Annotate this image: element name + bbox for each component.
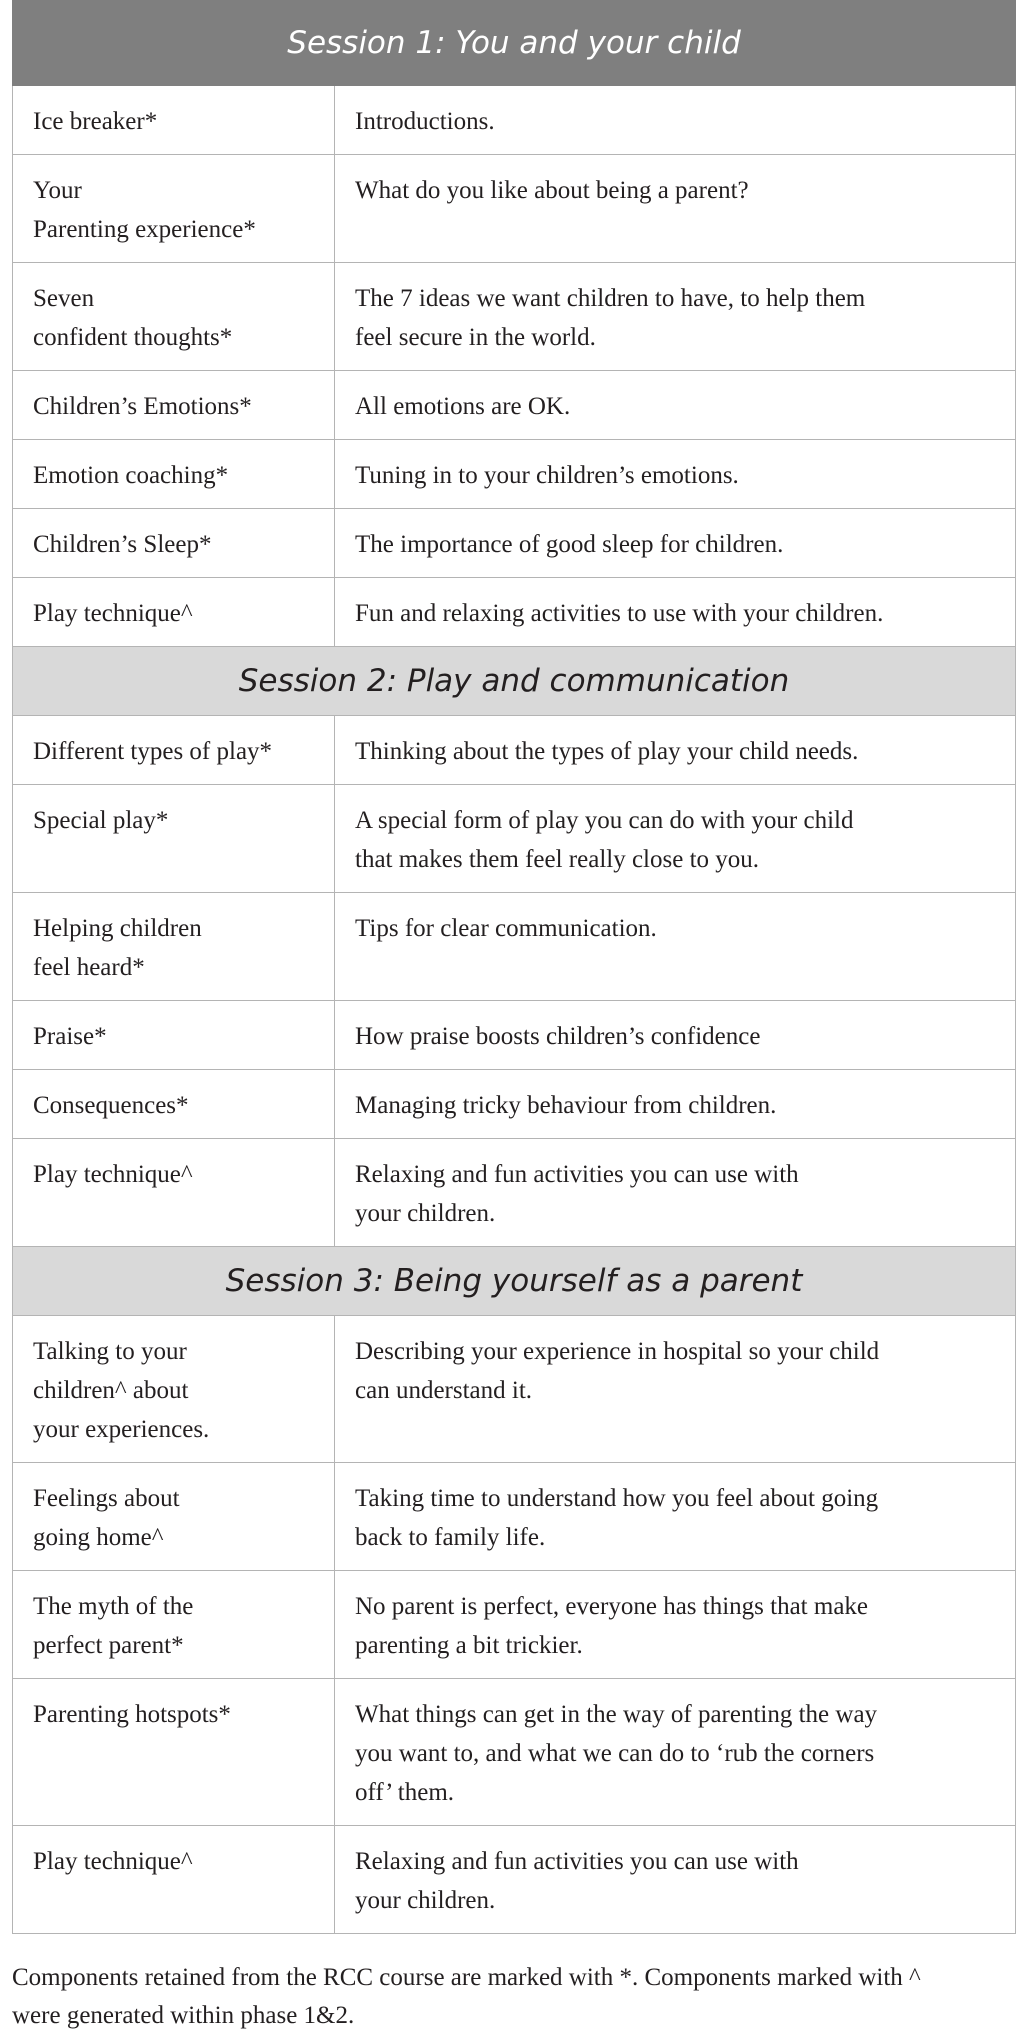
description-cell [335, 1001, 1016, 1070]
component-name: Parenting hotspots* [33, 1701, 231, 1728]
component-name: Your Parenting experience* [33, 177, 256, 243]
component-cell [13, 1139, 335, 1247]
component-cell [13, 578, 335, 647]
component-cell [13, 785, 335, 893]
description-cell [335, 785, 1016, 893]
table-row [13, 716, 1016, 785]
component-description: Tips for clear communication. [355, 915, 657, 942]
component-cell [13, 1826, 335, 1934]
table-row [13, 893, 1016, 1001]
component-cell [13, 1316, 335, 1463]
session-header-row [13, 647, 1016, 716]
description-cell [335, 716, 1016, 785]
component-name: Seven confident thoughts* [33, 285, 233, 351]
component-description: Describing your experience in hospital so your child can understand it. [355, 1338, 880, 1404]
table-row [13, 1001, 1016, 1070]
table-row [13, 155, 1016, 263]
component-cell [13, 371, 335, 440]
component-cell [13, 509, 335, 578]
table-row [13, 263, 1016, 371]
component-description: The importance of good sleep for children. [355, 531, 784, 558]
description-cell [335, 1826, 1016, 1934]
component-name: Feelings about going home^ [33, 1485, 180, 1551]
component-name: Consequences* [33, 1092, 189, 1119]
table-row [13, 1679, 1016, 1826]
component-description: The 7 ideas we want children to have, to help them feel secure in the world. [355, 285, 866, 351]
table-row [13, 578, 1016, 647]
table-row [13, 1571, 1016, 1679]
table-row [13, 86, 1016, 155]
component-description: Taking time to understand how you feel about going back to family life. [355, 1485, 879, 1551]
component-description: Introductions. [355, 108, 495, 135]
description-cell [335, 1571, 1016, 1679]
session-2-title: Session 2: Play and communication [13, 647, 1016, 716]
description-cell [335, 1463, 1016, 1571]
description-cell [335, 1070, 1016, 1139]
component-description: Relaxing and fun activities you can use with your children. [355, 1848, 799, 1914]
session-3-title: Session 3: Being yourself as a parent [13, 1247, 1016, 1316]
session-1-title: Session 1: You and your child [13, 1, 1016, 86]
component-description: How praise boosts children’s confidence [355, 1023, 761, 1050]
component-cell [13, 1001, 335, 1070]
component-name: Special play* [33, 807, 169, 834]
description-cell [335, 371, 1016, 440]
component-cell [13, 440, 335, 509]
component-description: Tuning in to your children’s emotions. [355, 462, 739, 489]
table-row [13, 371, 1016, 440]
table-row [13, 509, 1016, 578]
description-cell [335, 509, 1016, 578]
description-cell [335, 155, 1016, 263]
component-name: Praise* [33, 1023, 107, 1050]
component-description: What do you like about being a parent? [355, 177, 749, 204]
description-cell [335, 1679, 1016, 1826]
component-description: Thinking about the types of play your child needs. [355, 738, 859, 765]
component-cell [13, 1070, 335, 1139]
component-name: Play technique^ [33, 1848, 193, 1875]
component-name: The myth of the perfect parent* [33, 1593, 194, 1659]
table-row [13, 1070, 1016, 1139]
component-cell [13, 86, 335, 155]
component-name: Emotion coaching* [33, 462, 229, 489]
component-description: All emotions are OK. [355, 393, 571, 420]
table-row [13, 1139, 1016, 1247]
description-cell [335, 1139, 1016, 1247]
component-name: Play technique^ [33, 1161, 193, 1188]
description-cell [335, 578, 1016, 647]
component-description: What things can get in the way of parenting the way you want to, and what we can do to ‘rub the corners off’ them. [355, 1701, 878, 1806]
table-row [13, 1826, 1016, 1934]
component-cell [13, 716, 335, 785]
component-description: Managing tricky behaviour from children. [355, 1092, 777, 1119]
component-cell [13, 893, 335, 1001]
component-cell [13, 263, 335, 371]
table-row [13, 1463, 1016, 1571]
sessions-table [12, 0, 1016, 1934]
footnote-text: Components retained from the RCC course are marked with *. Components marked with ^ were generated within phase 1&2. [12, 1964, 921, 2029]
table-row [13, 1316, 1016, 1463]
component-cell [13, 1463, 335, 1571]
component-name: Talking to your children^ about your experiences. [33, 1338, 210, 1443]
component-name: Helping children feel heard* [33, 915, 202, 981]
component-name: Children’s Sleep* [33, 531, 212, 558]
component-description: A special form of play you can do with your child that makes them feel really close to you. [355, 807, 854, 873]
component-description: No parent is perfect, everyone has things that make parenting a bit trickier. [355, 1593, 869, 1659]
description-cell [335, 263, 1016, 371]
table-row [13, 440, 1016, 509]
description-cell [335, 893, 1016, 1001]
sessions-table-container [12, 0, 1015, 1934]
description-cell [335, 1316, 1016, 1463]
description-cell [335, 440, 1016, 509]
description-cell [335, 86, 1016, 155]
table-footnote [12, 1959, 1015, 2035]
component-name: Different types of play* [33, 738, 273, 765]
component-cell [13, 155, 335, 263]
component-cell [13, 1679, 335, 1826]
component-cell [13, 1571, 335, 1679]
component-name: Play technique^ [33, 600, 193, 627]
component-description: Relaxing and fun activities you can use with your children. [355, 1161, 799, 1227]
component-name: Children’s Emotions* [33, 393, 252, 420]
session-header-row [13, 1247, 1016, 1316]
component-description: Fun and relaxing activities to use with your children. [355, 600, 884, 627]
table-row [13, 785, 1016, 893]
component-name: Ice breaker* [33, 108, 158, 135]
session-header-row [13, 1, 1016, 86]
